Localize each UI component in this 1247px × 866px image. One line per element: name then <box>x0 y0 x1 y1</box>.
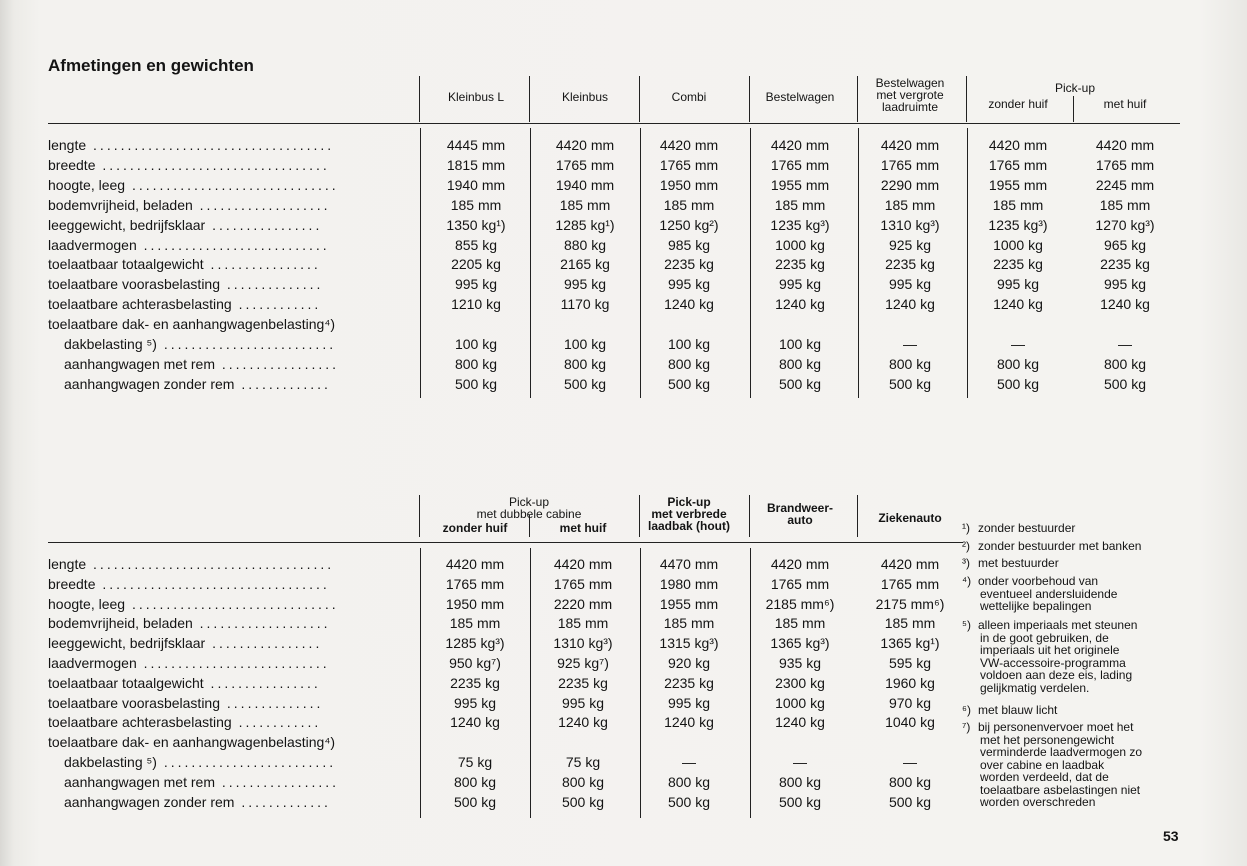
table-cell: 995 kg <box>563 276 607 293</box>
footnote-mark: ¹) <box>962 521 970 535</box>
table-cell: 185 mm <box>663 196 715 213</box>
table-cell: 800 kg <box>561 773 605 790</box>
column-header <box>421 91 531 103</box>
table-cell: 4420 mm <box>770 556 830 572</box>
table-cell: 1235 kg³) <box>770 216 830 233</box>
column-header <box>745 91 855 103</box>
row-label-text: aanhangwagen zonder rem <box>64 793 235 810</box>
row-label <box>48 197 331 213</box>
table-cell: 1310 kg³) <box>553 635 613 652</box>
footnote-line: ⁵) alleen imperiaals met steunen <box>962 618 1138 632</box>
table-cell: 500 kg <box>453 793 497 810</box>
table-cell: 4445 mm <box>446 137 506 153</box>
table-cell: 185 mm <box>1099 196 1151 213</box>
row-label-text: toelaatbaar totaalgewicht <box>48 674 204 691</box>
row-label-text: dakbelasting ⁵) <box>64 336 157 352</box>
footnote-mark: ⁶) <box>962 703 971 717</box>
row-label-text: bodemvrijheid, beladen <box>48 615 193 632</box>
table-cell: 185 mm <box>663 615 715 632</box>
table-cell: 1240 kg <box>558 714 608 731</box>
footnote-line: verminderde laadvermogen zo <box>980 745 1143 759</box>
leader-dots: ............. <box>234 375 331 392</box>
column-header <box>963 98 1073 110</box>
table-cell: 995 kg <box>888 276 932 293</box>
table-cell: 935 kg <box>778 655 822 671</box>
row-label-text: toelaatbaar totaalgewicht <box>48 256 204 273</box>
table-cell: 2290 mm <box>880 176 940 193</box>
footnote-mark: ⁷) <box>962 720 971 734</box>
footnote-line: VW-accessoire-programma <box>980 655 1126 670</box>
table-cell: 185 mm <box>557 615 609 632</box>
leader-dots: ................. <box>215 773 340 790</box>
column-header <box>528 522 638 534</box>
leader-dots: .............................. <box>125 176 339 193</box>
table-cell: 1210 kg <box>451 296 501 313</box>
table-cell: 500 kg <box>563 375 607 392</box>
row-label-text: toelaatbare dak- en aanhangwagenbelasting⁴) <box>48 734 336 751</box>
table-cell: 995 kg <box>453 694 497 711</box>
footnote-line: over cabine en laadbak <box>980 757 1105 772</box>
page-number: 53 <box>1163 828 1179 844</box>
column-header <box>745 502 855 526</box>
table-cell: 4420 mm <box>445 556 505 572</box>
row-label <box>48 237 330 253</box>
table-cell: 2235 kg <box>664 256 714 273</box>
table-cell: 4420 mm <box>555 137 615 153</box>
table-cell: 1960 kg <box>885 674 935 691</box>
footnote-line: ¹) zonder bestuurder <box>962 521 1076 535</box>
table-cell: 800 kg <box>996 355 1040 372</box>
row-label <box>64 794 331 810</box>
table-cell: 185 mm <box>884 615 936 632</box>
row-label-text: aanhangwagen met rem <box>64 773 215 790</box>
leader-dots: ................................... <box>86 556 335 572</box>
table-cell: 100 kg <box>778 336 822 352</box>
group-header-line: Pick-up <box>508 495 549 509</box>
group-header <box>420 496 638 520</box>
footnote-line: ⁷) bij personenvervoer moet het <box>962 720 1134 734</box>
footnote-line: met het personengewicht <box>980 732 1115 747</box>
table-cell: 500 kg <box>778 375 822 392</box>
table-cell: 1240 kg <box>664 296 714 313</box>
row-label <box>64 774 339 790</box>
footnote <box>962 557 1188 570</box>
row-label-text: aanhangwagen met rem <box>64 355 215 372</box>
table-cell: 1765 mm <box>988 156 1048 173</box>
table-cell: 2175 mm⁶) <box>875 595 945 612</box>
table-cell: 4420 mm <box>988 137 1048 153</box>
table-cell: 1365 kg¹) <box>880 635 940 652</box>
table-cell: 800 kg <box>1103 355 1147 372</box>
leader-dots: .............. <box>220 694 324 711</box>
table-cell: 100 kg <box>563 336 607 352</box>
column-header-line: Pick-up <box>667 495 711 509</box>
table-header-rule <box>48 123 1180 124</box>
column-header-line: auto <box>787 513 813 527</box>
table-cell: 1240 kg <box>1100 296 1150 313</box>
table-cell: 2235 kg <box>450 674 500 691</box>
footnote-line: eventueel andersluidende <box>980 586 1118 601</box>
row-label-text: lengte <box>48 556 87 572</box>
row-label <box>64 356 339 372</box>
row-label <box>48 137 334 153</box>
page-title: Afmetingen en gewichten <box>48 56 254 75</box>
group-header: Pick-up <box>1054 81 1095 95</box>
table-cell: 1765 mm <box>555 156 615 173</box>
table-cell: 4420 mm <box>880 556 940 572</box>
table-cell: 185 mm <box>884 196 936 213</box>
row-label <box>48 256 321 272</box>
table-cell: 2235 kg <box>885 256 935 273</box>
table-cell: 1240 kg <box>450 714 500 731</box>
row-label <box>48 734 335 750</box>
table-cell: 4470 mm <box>659 556 719 572</box>
row-label-text: toelaatbare voorasbelasting <box>48 276 221 293</box>
row-label <box>48 655 330 671</box>
table-cell: 925 kg⁷) <box>557 655 609 671</box>
leader-dots: ........................... <box>136 236 330 253</box>
row-label-text: dakbelasting ⁵) <box>64 754 157 770</box>
table-cell: 185 mm <box>450 196 502 213</box>
table-cell: 595 kg <box>888 655 932 671</box>
row-label <box>48 714 321 730</box>
table-cell: 970 kg <box>888 694 932 711</box>
table-cell: 1000 kg <box>993 236 1043 253</box>
leader-dots: ................ <box>205 635 323 652</box>
column-header <box>634 91 744 103</box>
table-cell: 75 kg <box>457 754 493 770</box>
footnote-line: worden overschreden <box>980 795 1096 809</box>
row-label-text: breedte <box>48 575 96 592</box>
leader-dots: ........................... <box>136 655 330 671</box>
leader-dots: ................ <box>203 256 321 273</box>
table-cell: 1285 kg³) <box>445 635 505 652</box>
column-header <box>420 522 530 534</box>
table-cell: — <box>793 754 807 770</box>
row-label-text: laadvermogen <box>48 236 137 253</box>
table-cell: 995 kg <box>996 276 1040 293</box>
leader-dots: ......................... <box>156 336 337 352</box>
table-cell: 1765 mm <box>880 156 940 173</box>
leader-dots: ................................... <box>86 137 335 153</box>
table-cell: 500 kg <box>667 793 711 810</box>
table-cell: 500 kg <box>561 793 605 810</box>
table-cell: 985 kg <box>667 236 711 253</box>
table-cell: 800 kg <box>563 355 607 372</box>
table-cell: 995 kg <box>778 276 822 293</box>
table-cell: 1955 mm <box>770 176 830 193</box>
table-cell: 4420 mm <box>553 556 613 572</box>
row-label <box>48 615 331 631</box>
table-cell: 500 kg <box>454 375 498 392</box>
row-label-text: breedte <box>48 156 96 173</box>
table-cell: 4420 mm <box>659 137 719 153</box>
table-cell: 1815 mm <box>446 156 506 173</box>
row-label <box>48 675 321 691</box>
table-cell: 995 kg <box>1103 276 1147 293</box>
table-cell: 800 kg <box>454 355 498 372</box>
leader-dots: ................. <box>215 355 340 372</box>
row-label-text: leeggewicht, bedrijfsklaar <box>48 216 206 233</box>
table-cell: 2235 kg <box>558 674 608 691</box>
row-label-text: toelaatbare voorasbelasting <box>48 694 221 711</box>
table-cell: 2185 mm⁶) <box>765 595 835 612</box>
row-label-text: aanhangwagen zonder rem <box>64 375 235 392</box>
footnote-line: toelaatbare asbelastingen niet <box>980 782 1141 797</box>
table-cell: 100 kg <box>667 336 711 352</box>
column-header-line: Bestelwagen <box>765 90 835 104</box>
column-header-line: Combi <box>671 90 707 104</box>
footnote-line: worden verdeeld, dat de <box>980 770 1109 784</box>
row-label-text: hoogte, leeg <box>48 176 126 193</box>
table-cell: 800 kg <box>667 355 711 372</box>
row-label <box>48 157 330 173</box>
table-cell: 965 kg <box>1103 236 1147 253</box>
table-cell: 1235 kg³) <box>988 216 1048 233</box>
column-header-line: met huif <box>1103 97 1147 111</box>
table-cell: 185 mm <box>992 196 1044 213</box>
table-cell: 920 kg <box>667 655 711 671</box>
table-cell: 75 kg <box>565 754 601 770</box>
table-cell: 1765 mm <box>770 575 830 592</box>
column-header-line: Ziekenauto <box>878 511 942 525</box>
column-divider <box>419 76 420 122</box>
column-header-line: laadruimte <box>881 100 939 114</box>
table-cell: 1240 kg <box>664 714 714 731</box>
row-label-text: toelaatbare achterasbelasting <box>48 714 232 731</box>
column-header-line: zonder huif <box>442 521 508 535</box>
table-cell: 2165 kg <box>560 256 610 273</box>
leader-dots: ................... <box>192 196 331 213</box>
footnote-line: ⁶) met blauw licht <box>962 703 1058 717</box>
row-label-text: toelaatbare dak- en aanhangwagenbelasting⁴) <box>48 316 336 333</box>
leader-dots: .............. <box>220 276 324 293</box>
column-divider <box>420 548 421 818</box>
leader-dots: ................ <box>203 674 321 691</box>
table-cell: 100 kg <box>454 336 498 352</box>
leader-dots: ................................. <box>95 575 330 592</box>
table-cell: 1240 kg <box>993 296 1043 313</box>
footnote-line: ²) zonder bestuurder met banken <box>962 539 1142 553</box>
table-header-rule <box>48 542 963 543</box>
column-header-line: met verbrede <box>651 507 727 521</box>
table-cell: 500 kg <box>667 375 711 392</box>
table-cell: 500 kg <box>996 375 1040 392</box>
table-cell: 2235 kg <box>993 256 1043 273</box>
footnote-line: imperiaals uit het originele <box>980 643 1120 657</box>
table-cell: 1980 mm <box>659 575 719 592</box>
footnote-mark: ²) <box>962 539 970 553</box>
leader-dots: ................... <box>192 615 331 632</box>
row-label-text: leeggewicht, bedrijfsklaar <box>48 635 206 652</box>
table-cell: 500 kg <box>888 793 932 810</box>
table-cell: 1940 mm <box>446 176 506 193</box>
column-header <box>1070 98 1180 110</box>
leader-dots: ......................... <box>156 754 337 770</box>
column-header-line: Brandweer- <box>766 501 834 515</box>
footnote-line: wettelijke bepalingen <box>980 599 1092 613</box>
row-label <box>48 576 330 592</box>
column-divider <box>420 128 421 398</box>
table-cell: 1285 kg¹) <box>555 216 615 233</box>
table-cell: 2205 kg <box>451 256 501 273</box>
table-cell: — <box>903 336 917 352</box>
table-cell: 1365 kg³) <box>770 635 830 652</box>
table-cell: 1040 kg <box>885 714 935 731</box>
table-cell: 1765 mm <box>880 575 940 592</box>
row-label <box>48 635 322 651</box>
column-header <box>855 77 965 113</box>
row-label <box>48 695 323 711</box>
table-cell: 1950 mm <box>659 176 719 193</box>
row-label-text: hoogte, leeg <box>48 595 126 612</box>
table-cell: — <box>1011 336 1025 352</box>
column-header <box>634 496 744 532</box>
table-cell: 1955 mm <box>659 595 719 612</box>
footnote-line: ³) met bestuurder <box>962 556 1059 570</box>
table-cell: 1240 kg <box>775 296 825 313</box>
column-header-line: met huif <box>559 521 607 535</box>
leader-dots: ................ <box>205 216 323 233</box>
footnote <box>962 704 1188 717</box>
table-cell: 1315 kg³) <box>659 635 719 652</box>
table-cell: 1950 mm <box>445 595 505 612</box>
row-label <box>64 376 331 392</box>
column-divider <box>530 128 531 398</box>
leader-dots: ............ <box>231 714 322 731</box>
table-cell: 4420 mm <box>880 137 940 153</box>
column-divider <box>858 128 859 398</box>
footnote-mark: ³) <box>962 556 970 570</box>
footnote-line: in de goot gebruiken, de <box>980 630 1109 645</box>
table-cell: 800 kg <box>888 355 932 372</box>
footnote-line: voldoen aan deze eis, lading <box>980 668 1133 682</box>
table-cell: 1765 mm <box>445 575 505 592</box>
group-header-line: met dubbele cabine <box>476 507 582 521</box>
table-cell: 1955 mm <box>988 176 1048 193</box>
table-cell: 1170 kg <box>560 296 610 313</box>
footnote <box>962 522 1188 535</box>
table-cell: 1270 kg³) <box>1095 216 1155 233</box>
footnote-line: gelijkmatig verdelen. <box>980 680 1090 695</box>
footnote <box>962 540 1188 553</box>
table-cell: 1940 mm <box>555 176 615 193</box>
column-header-line: Kleinbus <box>561 90 609 104</box>
table-cell: 925 kg <box>888 236 932 253</box>
footnote-mark: ⁵) <box>962 618 971 632</box>
table-cell: 1765 mm <box>659 156 719 173</box>
table-cell: — <box>1118 336 1132 352</box>
table-cell: 185 mm <box>559 196 611 213</box>
row-label-text: lengte <box>48 137 87 153</box>
table-cell: 2235 kg <box>775 256 825 273</box>
table-cell: 185 mm <box>774 615 826 632</box>
table-cell: 500 kg <box>888 375 932 392</box>
column-header <box>855 512 965 524</box>
column-header-line: zonder huif <box>988 97 1048 111</box>
row-label <box>48 556 334 572</box>
row-label <box>64 754 336 770</box>
footnote-line: ⁴) onder voorbehoud van <box>962 574 1099 588</box>
table-cell: 1310 kg³) <box>880 216 940 233</box>
column-header-line: laadbak (hout) <box>647 519 730 533</box>
table-cell: 2245 mm <box>1095 176 1155 193</box>
column-header-line: Kleinbus L <box>447 90 505 104</box>
row-label <box>48 296 321 312</box>
row-label-text: bodemvrijheid, beladen <box>48 196 193 213</box>
table-cell: — <box>682 754 696 770</box>
table-cell: 995 kg <box>667 694 711 711</box>
table-cell: 800 kg <box>453 773 497 790</box>
row-label <box>48 177 339 193</box>
footnote-mark: ⁴) <box>962 574 972 588</box>
table-cell: 995 kg <box>667 276 711 293</box>
row-label-text: laadvermogen <box>48 655 137 671</box>
footnote <box>962 619 1188 694</box>
table-cell: 800 kg <box>888 773 932 790</box>
table-cell: 1240 kg <box>775 714 825 731</box>
table-cell: 1765 mm <box>1095 156 1155 173</box>
row-label <box>48 217 322 233</box>
table-cell: 500 kg <box>1103 375 1147 392</box>
footnote <box>962 575 1188 613</box>
table-cell: — <box>903 754 917 770</box>
table-cell: 1000 kg <box>775 694 825 711</box>
table-cell: 855 kg <box>454 236 498 253</box>
table-cell: 800 kg <box>667 773 711 790</box>
table-cell: 185 mm <box>449 615 501 632</box>
table-cell: 995 kg <box>454 276 498 293</box>
row-label-text: toelaatbare achterasbelasting <box>48 296 232 313</box>
table-cell: 950 kg⁷) <box>449 655 501 671</box>
row-label <box>48 596 339 612</box>
table-cell: 800 kg <box>778 355 822 372</box>
table-cell: 2300 kg <box>775 674 825 691</box>
table-cell: 4420 mm <box>1095 137 1155 153</box>
column-header-line: Bestelwagen <box>875 76 945 90</box>
column-header-line: met vergrote <box>876 88 944 102</box>
table-cell: 1765 mm <box>553 575 613 592</box>
table-cell: 1000 kg <box>775 236 825 253</box>
leader-dots: .............................. <box>125 595 339 612</box>
table-cell: 880 kg <box>563 236 607 253</box>
leader-dots: ............. <box>234 793 331 810</box>
row-label <box>64 336 336 352</box>
table-cell: 1240 kg <box>885 296 935 313</box>
footnote <box>962 721 1188 809</box>
leader-dots: ................................. <box>95 156 330 173</box>
table-cell: 1765 mm <box>770 156 830 173</box>
leader-dots: ............ <box>231 296 322 313</box>
column-header <box>530 91 640 103</box>
table-cell: 185 mm <box>774 196 826 213</box>
table-cell: 500 kg <box>778 793 822 810</box>
table-cell: 995 kg <box>561 694 605 711</box>
table-cell: 1350 kg¹) <box>446 216 506 233</box>
table-cell: 800 kg <box>778 773 822 790</box>
table-cell: 1250 kg²) <box>659 216 719 233</box>
table-cell: 2235 kg <box>664 674 714 691</box>
row-label <box>48 316 335 332</box>
table-cell: 2220 mm <box>553 595 613 612</box>
row-label <box>48 276 323 292</box>
table-cell: 4420 mm <box>770 137 830 153</box>
table-cell: 2235 kg <box>1100 256 1150 273</box>
